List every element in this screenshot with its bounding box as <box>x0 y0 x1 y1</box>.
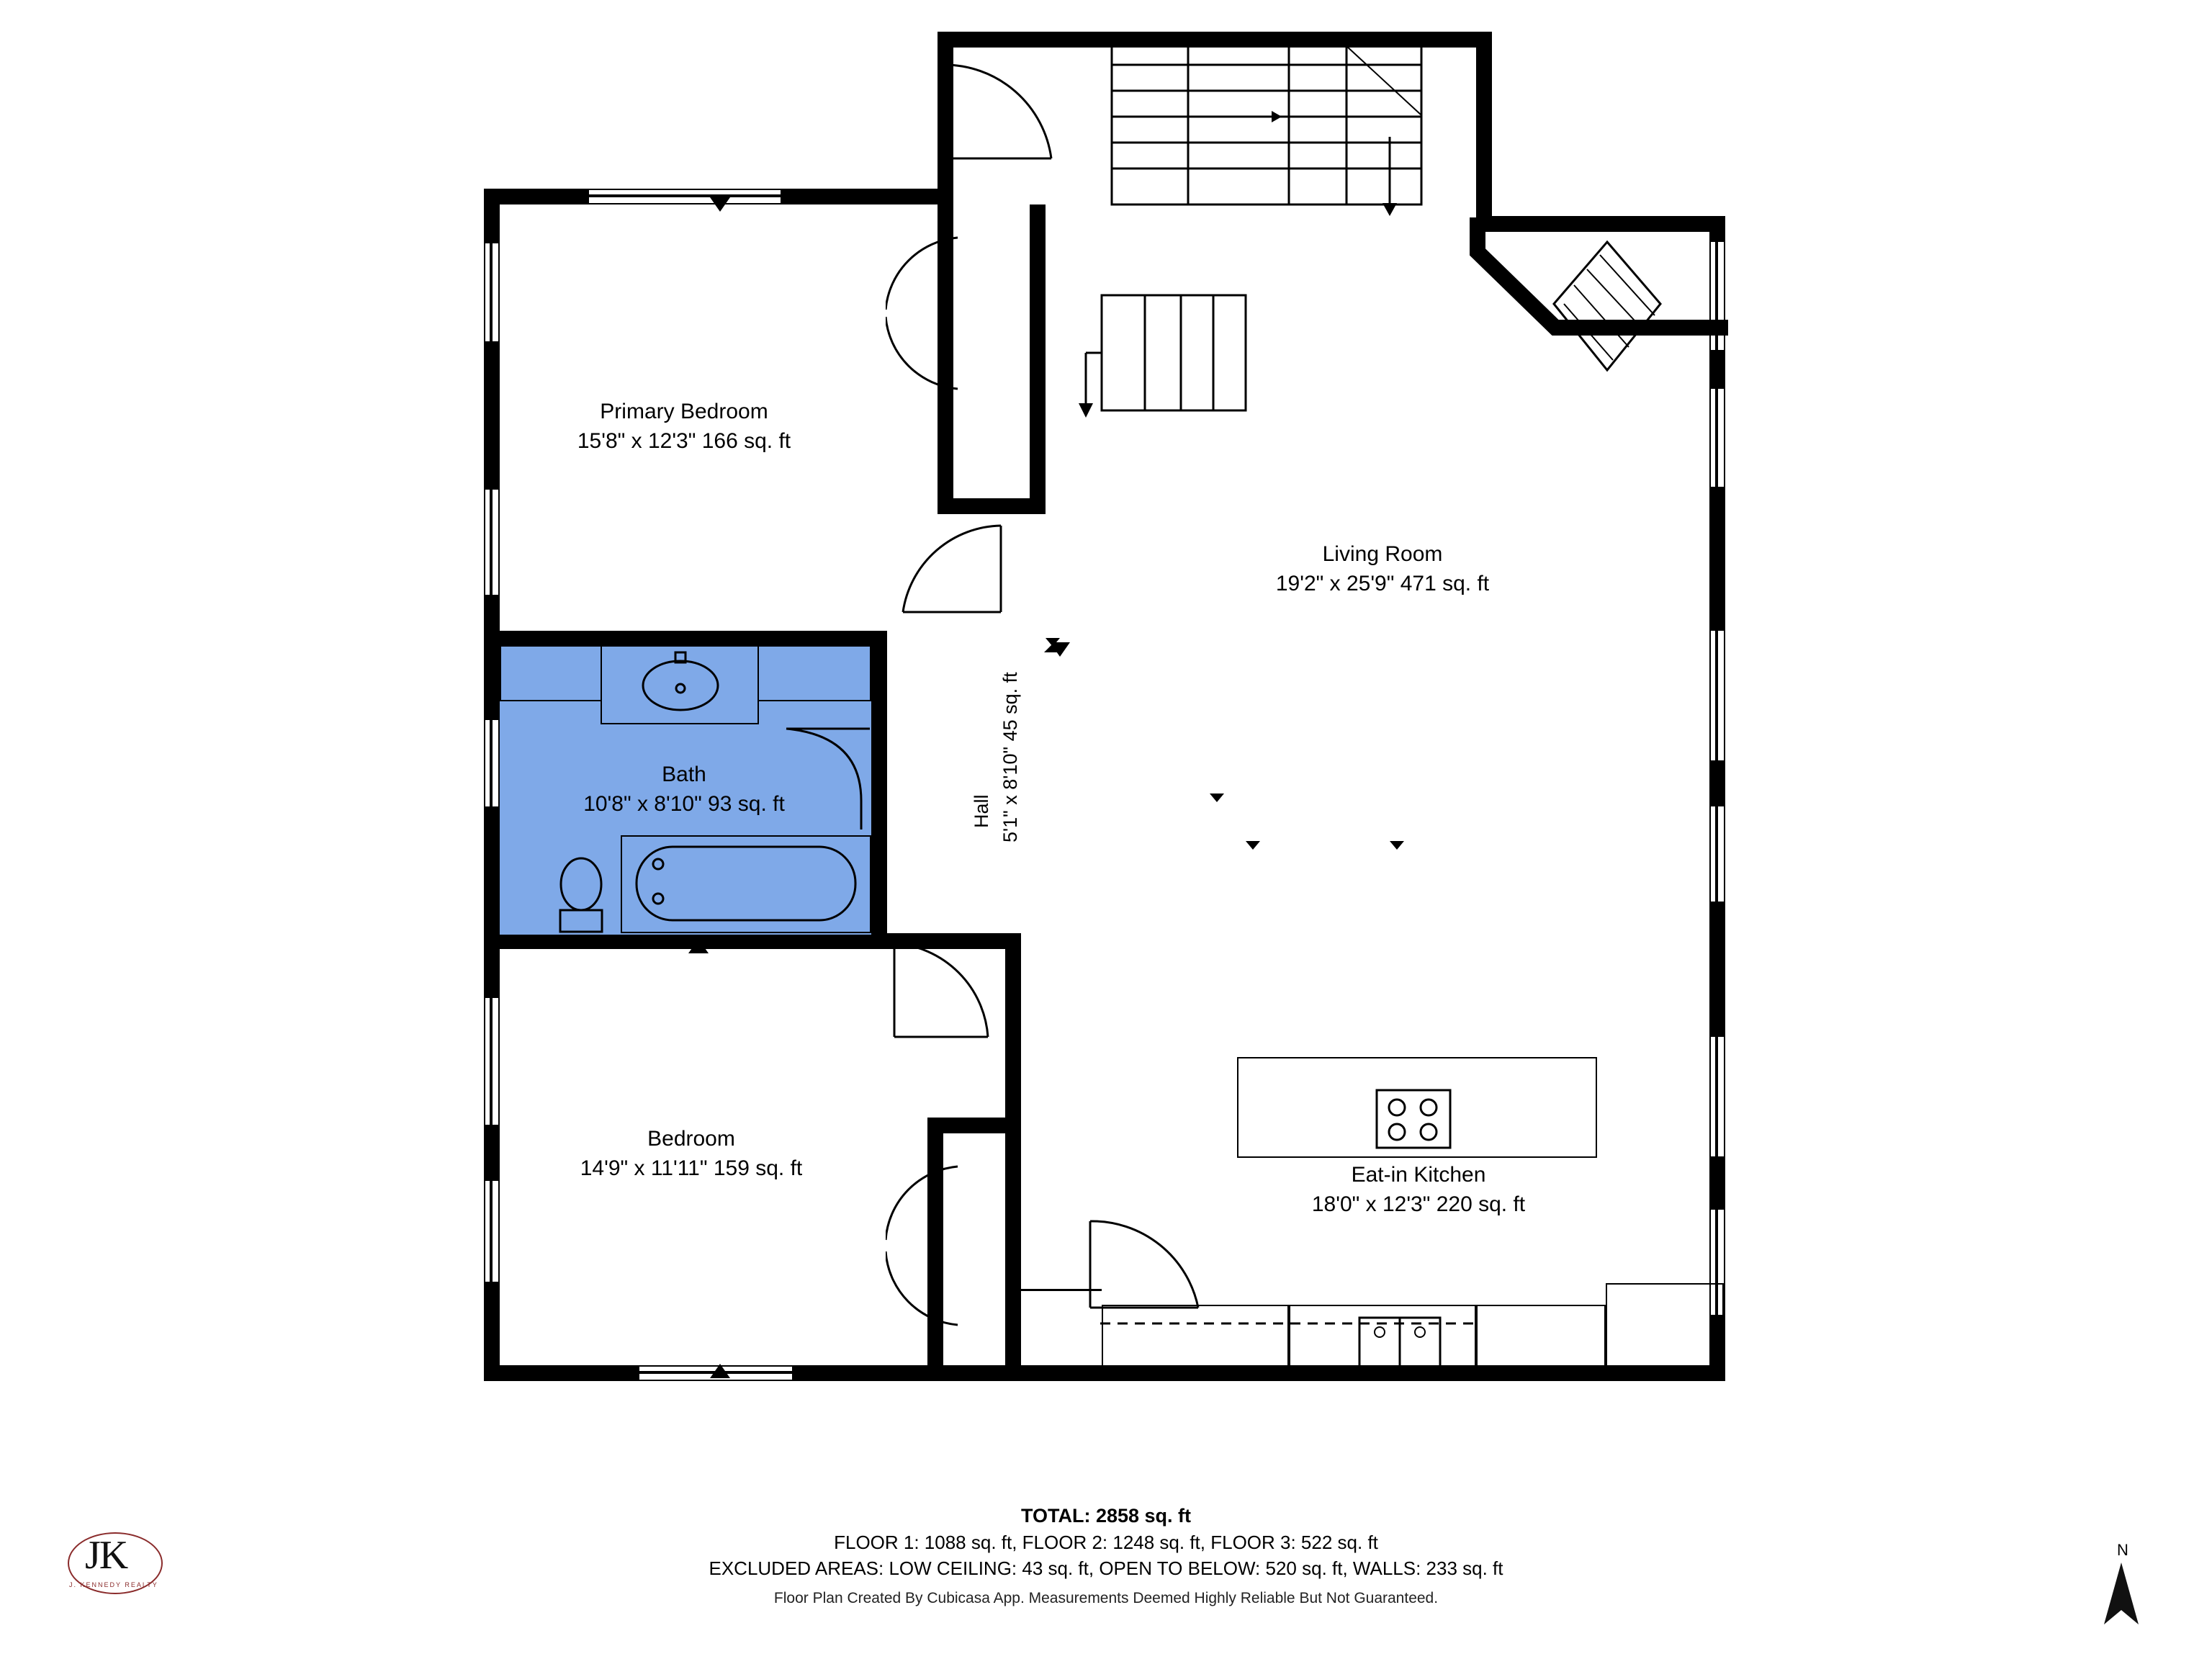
door-bedroom <box>886 1159 965 1332</box>
kitchen-counter-corner <box>1606 1283 1724 1380</box>
cooktop-icon <box>1374 1087 1453 1151</box>
stairs-lower <box>1073 288 1260 432</box>
primary-bedroom-name: Primary Bedroom <box>600 400 768 423</box>
kitchen-counter-bottom-right <box>1476 1305 1606 1380</box>
window-west-5-line <box>490 1181 493 1282</box>
primary-bedroom-dimensions: 15'8" x 12'3" 166 sq. ft <box>577 428 791 453</box>
disclaimer-note: Floor Plan Created By Cubicasa App. Measurements Deemed Highly Reliable But Not Guaranteed. <box>773 1590 1439 1606</box>
compass-north-label: N <box>2117 1541 2128 1559</box>
compass-needle-icon <box>2101 1563 2141 1627</box>
wall-bedroom-closet-top <box>927 1118 1021 1133</box>
bath-name: Bath <box>662 763 706 786</box>
bedroom-name: Bedroom <box>647 1127 735 1151</box>
room-label-living-room <box>1159 540 1606 598</box>
door-entry <box>936 58 1073 166</box>
bedroom-dimensions: 14'9" x 11'11" 159 sq. ft <box>580 1156 803 1180</box>
window-west-4-line <box>490 998 493 1125</box>
window-west-2-line <box>490 490 493 595</box>
hall-name: Hall <box>971 794 992 828</box>
wall-hall-east-upper <box>1030 204 1046 514</box>
eat-in-kitchen-dimensions: 18'0" x 12'3" 220 sq. ft <box>1311 1192 1526 1216</box>
logo-initials: JK <box>85 1533 127 1578</box>
kitchen-upper-cabinets-dashed <box>1100 1316 1475 1331</box>
stairs-upper <box>1109 36 1483 216</box>
marker-arrow-bedroom-bottom <box>706 1361 734 1382</box>
window-east-5-line <box>1715 1037 1718 1156</box>
room-label-bath <box>468 760 900 819</box>
wall-bath-top <box>484 631 887 647</box>
door-bath <box>887 936 1002 1044</box>
wall-kitchen-div-vert <box>1005 1109 1021 1381</box>
marker-arrow-bath-bottom <box>684 936 713 958</box>
total-area: TOTAL: 2858 sq. ft <box>1020 1505 1192 1527</box>
door-primary-bedroom <box>886 230 965 396</box>
kitchen-cabinet-dashed-vertical <box>1469 1315 1483 1381</box>
living-room-dimensions: 19'2" x 25'9" 471 sq. ft <box>1275 571 1490 595</box>
living-room-name: Living Room <box>1322 542 1443 566</box>
marker-arrow-primary-top <box>706 193 734 215</box>
hall-dimensions: 5'1" x 8'10" 45 sq. ft <box>999 672 1021 842</box>
floor-plan-footer <box>0 1505 2212 1607</box>
bath-sink-icon <box>634 648 727 720</box>
room-label-eat-in-kitchen <box>1195 1161 1642 1219</box>
window-north-primary-line <box>589 194 781 197</box>
floor-breakdown: FLOOR 1: 1088 sq. ft, FLOOR 2: 1248 sq. ft, FLOOR 3: 522 sq. ft <box>834 1532 1378 1553</box>
room-label-primary-bedroom <box>461 397 907 456</box>
fireplace-hatch <box>1550 238 1665 374</box>
window-west-1-line <box>490 243 493 341</box>
compass-rose <box>2088 1541 2146 1627</box>
wall-hall-east-lower <box>1005 933 1021 1128</box>
bath-tub-icon <box>632 842 863 927</box>
eat-in-kitchen-name: Eat-in Kitchen <box>1351 1163 1486 1187</box>
room-label-bedroom <box>468 1125 914 1183</box>
marker-arrows <box>1008 634 1728 943</box>
bath-dimensions: 10'8" x 8'10" 93 sq. ft <box>583 791 785 816</box>
kitchen-hall-divider <box>1021 1289 1102 1291</box>
logo-subtitle: J. KENNEDY REALTY <box>69 1581 158 1588</box>
bath-toilet-icon <box>552 855 611 940</box>
door-hall-primary <box>893 518 1008 619</box>
door-kitchen-side <box>1080 1214 1210 1315</box>
excluded-areas: EXCLUDED AREAS: LOW CEILING: 43 sq. ft, OPEN TO BELOW: 520 sq. ft, WALLS: 233 sq. ft <box>709 1557 1503 1579</box>
marker-arrow-hall-top <box>1046 639 1074 661</box>
